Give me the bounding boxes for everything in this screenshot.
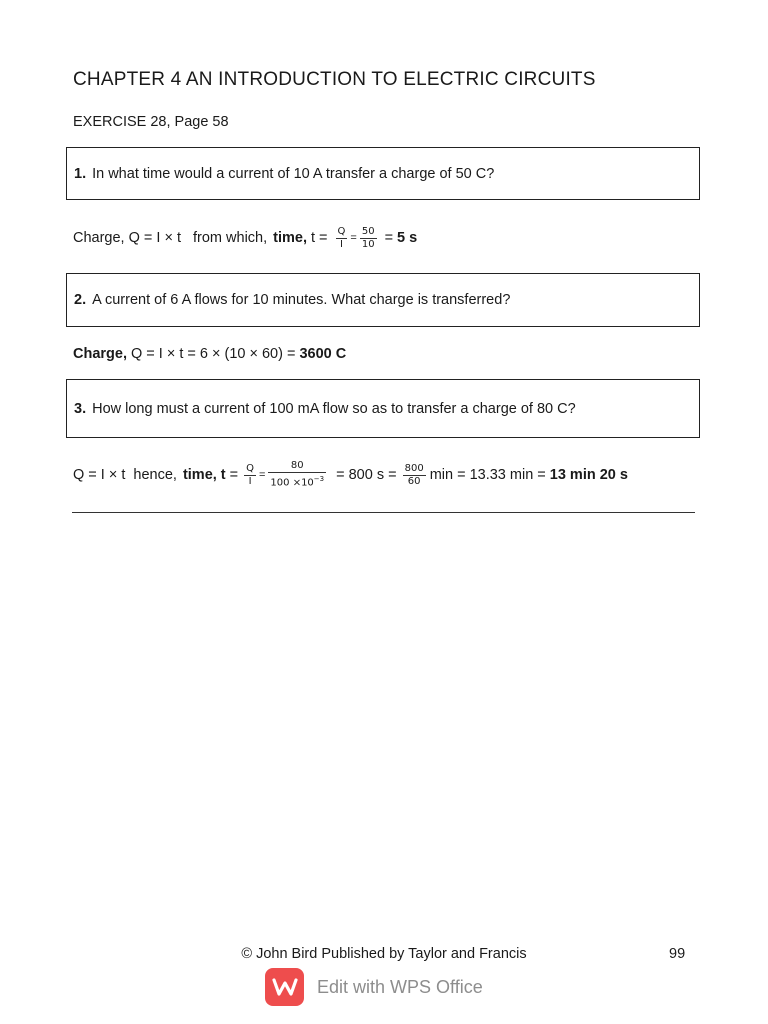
question-box-3 — [66, 379, 700, 438]
exercise-heading: EXERCISE 28, Page 58 — [73, 114, 229, 130]
wps-w-icon — [272, 977, 298, 997]
wps-logo-icon[interactable] — [265, 968, 304, 1006]
footer-copyright: © John Bird Published by Taylor and Francis — [241, 946, 527, 962]
fraction-q-over-i — [244, 463, 256, 488]
answer-text: t = — [310, 230, 328, 246]
fraction-q-over-i — [336, 226, 348, 251]
denominator: 10 — [361, 238, 375, 250]
answer-result: 5 s — [397, 230, 418, 246]
answer-1 — [73, 220, 417, 256]
chapter-title: CHAPTER 4 AN INTRODUCTION TO ELECTRIC CIRCUITS — [73, 69, 596, 90]
section-divider — [72, 512, 695, 513]
answer-text: Q = I × t — [73, 467, 126, 483]
answer-2 — [73, 344, 346, 364]
answer-text: min = 13.33 min = — [429, 467, 546, 483]
numerator: 80 — [290, 460, 304, 472]
answer-text: = 800 s = — [336, 467, 397, 483]
fraction-80-over-100e-3 — [268, 460, 326, 489]
question-number: 2. — [74, 292, 87, 308]
equals-sign: = — [350, 232, 357, 244]
denominator: I — [248, 475, 252, 487]
page-number: 99 — [669, 946, 686, 962]
denominator-exponent: −3 — [313, 475, 325, 484]
equals-sign: = — [384, 230, 394, 246]
wps-edit-banner[interactable] — [265, 968, 483, 1006]
denominator-base: 100 ×10 — [270, 477, 314, 489]
equals-sign: = — [258, 469, 266, 481]
answer-text: hence, — [133, 467, 177, 483]
answer-text: from which, — [193, 230, 268, 246]
equals-sign: = — [229, 467, 239, 483]
answer-result: 3600 C — [299, 346, 347, 362]
question-text: A current of 6 A flows for 10 minutes. What charge is transferred? — [92, 292, 511, 308]
answer-3 — [73, 456, 628, 494]
answer-label: time, t — [182, 467, 226, 483]
answer-label: Charge, — [73, 346, 127, 362]
numerator: Q — [337, 225, 346, 237]
question-box-2 — [66, 273, 700, 327]
numerator: Q — [246, 462, 254, 474]
denominator — [268, 473, 326, 489]
denominator: I — [339, 238, 343, 250]
fraction-50-over-10 — [360, 226, 377, 251]
wps-edit-label[interactable]: Edit with WPS Office — [317, 976, 483, 997]
answer-text: Q = I × t = 6 × (10 × 60) = — [131, 346, 296, 362]
answer-result: 13 min 20 s — [549, 467, 628, 483]
question-number: 3. — [74, 400, 87, 417]
numerator: 800 — [404, 462, 424, 474]
numerator: 50 — [361, 225, 375, 237]
question-box-1 — [66, 147, 700, 200]
denominator: 60 — [407, 475, 421, 487]
answer-text: Charge, Q = I × t — [73, 230, 181, 246]
fraction-800-over-60 — [403, 463, 426, 488]
question-number: 1. — [74, 165, 87, 182]
question-text: How long must a current of 100 mA flow so as to transfer a charge of 80 C? — [92, 400, 576, 417]
question-text: In what time would a current of 10 A transfer a charge of 50 C? — [92, 165, 495, 182]
answer-label: time, — [273, 230, 307, 246]
